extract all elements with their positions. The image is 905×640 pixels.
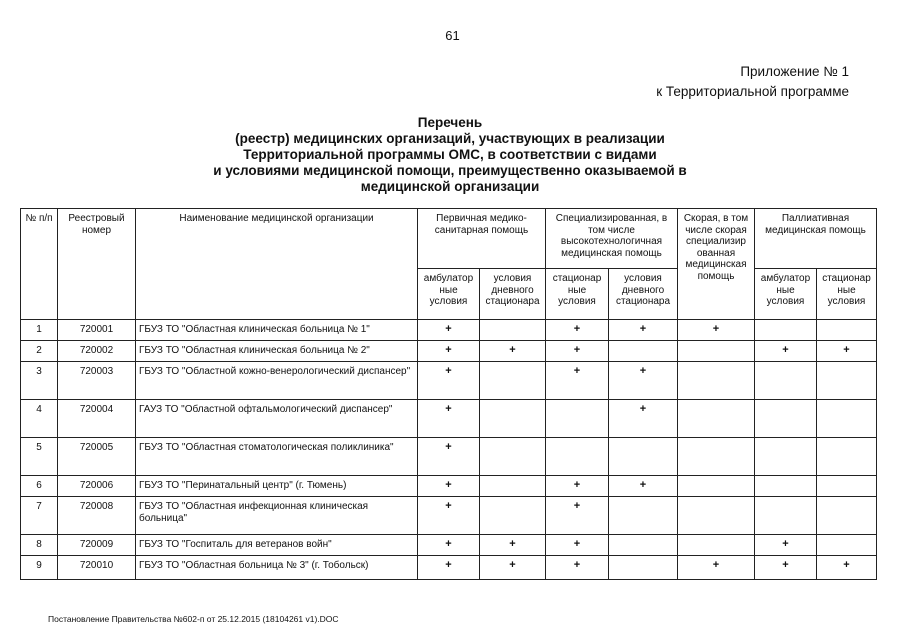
registry-number: 720005 <box>58 438 136 476</box>
cell-primary-outpatient: + <box>418 535 480 556</box>
cell-emergency <box>678 341 755 362</box>
cell-specialized-inpatient: + <box>546 535 609 556</box>
cell-specialized-inpatient: + <box>546 341 609 362</box>
subheader-specialized-inpatient: стационар ные условия <box>546 269 609 320</box>
organization-name: ГБУЗ ТО "Областная клиническая больница № 1" <box>136 320 418 341</box>
title-line-4: и условиями медицинской помощи, преимущественно оказываемой в <box>213 163 687 178</box>
cell-specialized-day-hospital <box>609 535 678 556</box>
cell-palliative-outpatient <box>755 320 817 341</box>
cell-palliative-inpatient: + <box>817 556 877 580</box>
cell-primary-outpatient: + <box>418 400 480 438</box>
registry-number: 720006 <box>58 476 136 497</box>
cell-palliative-outpatient: + <box>755 556 817 580</box>
registry-number: 720008 <box>58 497 136 535</box>
cell-specialized-day-hospital: + <box>609 320 678 341</box>
organization-name: ГБУЗ ТО "Областной кожно-венерологический диспансер" <box>136 362 418 400</box>
table-row <box>21 320 877 341</box>
cell-primary-day-hospital <box>480 320 546 341</box>
header-num: № п/п <box>21 209 58 320</box>
cell-specialized-day-hospital: + <box>609 476 678 497</box>
cell-primary-day-hospital: + <box>480 556 546 580</box>
header-registry-number: Реестровый номер <box>58 209 136 320</box>
cell-primary-day-hospital <box>480 476 546 497</box>
cell-primary-outpatient: + <box>418 476 480 497</box>
subheader-primary-outpatient: амбулатор ные условия <box>418 269 480 320</box>
row-number: 3 <box>21 362 58 400</box>
cell-specialized-day-hospital: + <box>609 400 678 438</box>
cell-palliative-outpatient <box>755 476 817 497</box>
organization-name: ГБУЗ ТО "Областная клиническая больница № 2" <box>136 341 418 362</box>
title-line-1: Перечень <box>417 115 483 130</box>
cell-palliative-inpatient <box>817 535 877 556</box>
row-number: 5 <box>21 438 58 476</box>
cell-palliative-inpatient <box>817 400 877 438</box>
appendix-heading <box>656 62 849 102</box>
row-number: 6 <box>21 476 58 497</box>
cell-specialized-day-hospital <box>609 341 678 362</box>
organization-name: ГБУЗ ТО "Госпиталь для ветеранов войн" <box>136 535 418 556</box>
registry-number: 720009 <box>58 535 136 556</box>
row-number: 1 <box>21 320 58 341</box>
row-number: 9 <box>21 556 58 580</box>
row-number: 4 <box>21 400 58 438</box>
cell-palliative-outpatient <box>755 362 817 400</box>
cell-specialized-inpatient: + <box>546 320 609 341</box>
document-title <box>120 115 780 195</box>
cell-primary-outpatient: + <box>418 438 480 476</box>
cell-primary-outpatient: + <box>418 497 480 535</box>
cell-specialized-inpatient: + <box>546 556 609 580</box>
organization-name: ГБУЗ ТО "Перинатальный центр" (г. Тюмень) <box>136 476 418 497</box>
registry-number: 720002 <box>58 341 136 362</box>
header-primary-care: Первичная медико-санитарная помощь <box>418 209 546 269</box>
cell-specialized-day-hospital <box>609 556 678 580</box>
cell-specialized-inpatient <box>546 438 609 476</box>
header-palliative-care: Паллиативная медицинская помощь <box>755 209 877 269</box>
cell-palliative-inpatient: + <box>817 341 877 362</box>
cell-specialized-day-hospital: + <box>609 362 678 400</box>
cell-palliative-inpatient <box>817 320 877 341</box>
registry-table <box>20 208 877 580</box>
title-line-2: (реестр) медицинских организаций, участвующих в реализации <box>235 131 665 146</box>
document-footer: Постановление Правительства №602-п от 25.12.2015 (18104261 v1).DOC <box>48 614 339 624</box>
cell-palliative-outpatient: + <box>755 535 817 556</box>
cell-emergency <box>678 400 755 438</box>
appendix-line-1: Приложение № 1 <box>740 64 849 79</box>
registry-number: 720003 <box>58 362 136 400</box>
cell-primary-day-hospital <box>480 362 546 400</box>
organization-name: ГАУЗ ТО "Областной офтальмологический диспансер" <box>136 400 418 438</box>
table-row <box>21 535 877 556</box>
header-organization-name: Наименование медицинской организации <box>136 209 418 320</box>
cell-palliative-inpatient <box>817 497 877 535</box>
table-row <box>21 476 877 497</box>
row-number: 8 <box>21 535 58 556</box>
header-specialized-care: Специализированная, в том числе высокотехнологичная медицинская помощь <box>546 209 678 269</box>
cell-primary-day-hospital: + <box>480 535 546 556</box>
cell-palliative-inpatient <box>817 476 877 497</box>
row-number: 2 <box>21 341 58 362</box>
cell-palliative-inpatient <box>817 362 877 400</box>
cell-palliative-inpatient <box>817 438 877 476</box>
cell-specialized-inpatient: + <box>546 497 609 535</box>
table-row <box>21 362 877 400</box>
organization-name: ГБУЗ ТО "Областная инфекционная клиническая больница" <box>136 497 418 535</box>
header-emergency-care: Скорая, в том числе скорая специализир ованная медицинская помощь <box>678 209 755 320</box>
cell-specialized-inpatient <box>546 400 609 438</box>
organization-name: ГБУЗ ТО "Областная стоматологическая поликлиника" <box>136 438 418 476</box>
table-row <box>21 438 877 476</box>
cell-primary-day-hospital <box>480 438 546 476</box>
subheader-primary-day-hospital: условия дневного стационара <box>480 269 546 320</box>
cell-emergency <box>678 476 755 497</box>
cell-emergency <box>678 535 755 556</box>
cell-emergency <box>678 438 755 476</box>
table-row <box>21 497 877 535</box>
page-number: 61 <box>445 28 460 43</box>
appendix-line-2: к Территориальной программе <box>656 84 849 99</box>
table-row <box>21 341 877 362</box>
cell-emergency: + <box>678 320 755 341</box>
cell-palliative-outpatient <box>755 400 817 438</box>
cell-primary-day-hospital: + <box>480 341 546 362</box>
cell-emergency: + <box>678 556 755 580</box>
table-row <box>21 400 877 438</box>
cell-specialized-day-hospital <box>609 438 678 476</box>
cell-primary-outpatient: + <box>418 341 480 362</box>
registry-number: 720001 <box>58 320 136 341</box>
cell-specialized-day-hospital <box>609 497 678 535</box>
subheader-palliative-inpatient: стационар ные условия <box>817 269 877 320</box>
cell-specialized-inpatient: + <box>546 362 609 400</box>
subheader-specialized-day-hospital: условия дневного стационара <box>609 269 678 320</box>
subheader-palliative-outpatient: амбулатор ные условия <box>755 269 817 320</box>
row-number: 7 <box>21 497 58 535</box>
cell-primary-outpatient: + <box>418 320 480 341</box>
cell-palliative-outpatient <box>755 438 817 476</box>
title-line-3: Территориальной программы ОМС, в соответствии с видами <box>243 147 657 162</box>
cell-primary-outpatient: + <box>418 556 480 580</box>
cell-emergency <box>678 362 755 400</box>
cell-primary-outpatient: + <box>418 362 480 400</box>
registry-number: 720010 <box>58 556 136 580</box>
registry-number: 720004 <box>58 400 136 438</box>
table-row <box>21 556 877 580</box>
cell-emergency <box>678 497 755 535</box>
title-line-5: медицинской организации <box>360 179 540 194</box>
cell-specialized-inpatient: + <box>546 476 609 497</box>
organization-name: ГБУЗ ТО "Областная больница № 3" (г. Тобольск) <box>136 556 418 580</box>
cell-primary-day-hospital <box>480 497 546 535</box>
cell-palliative-outpatient: + <box>755 341 817 362</box>
cell-palliative-outpatient <box>755 497 817 535</box>
cell-primary-day-hospital <box>480 400 546 438</box>
